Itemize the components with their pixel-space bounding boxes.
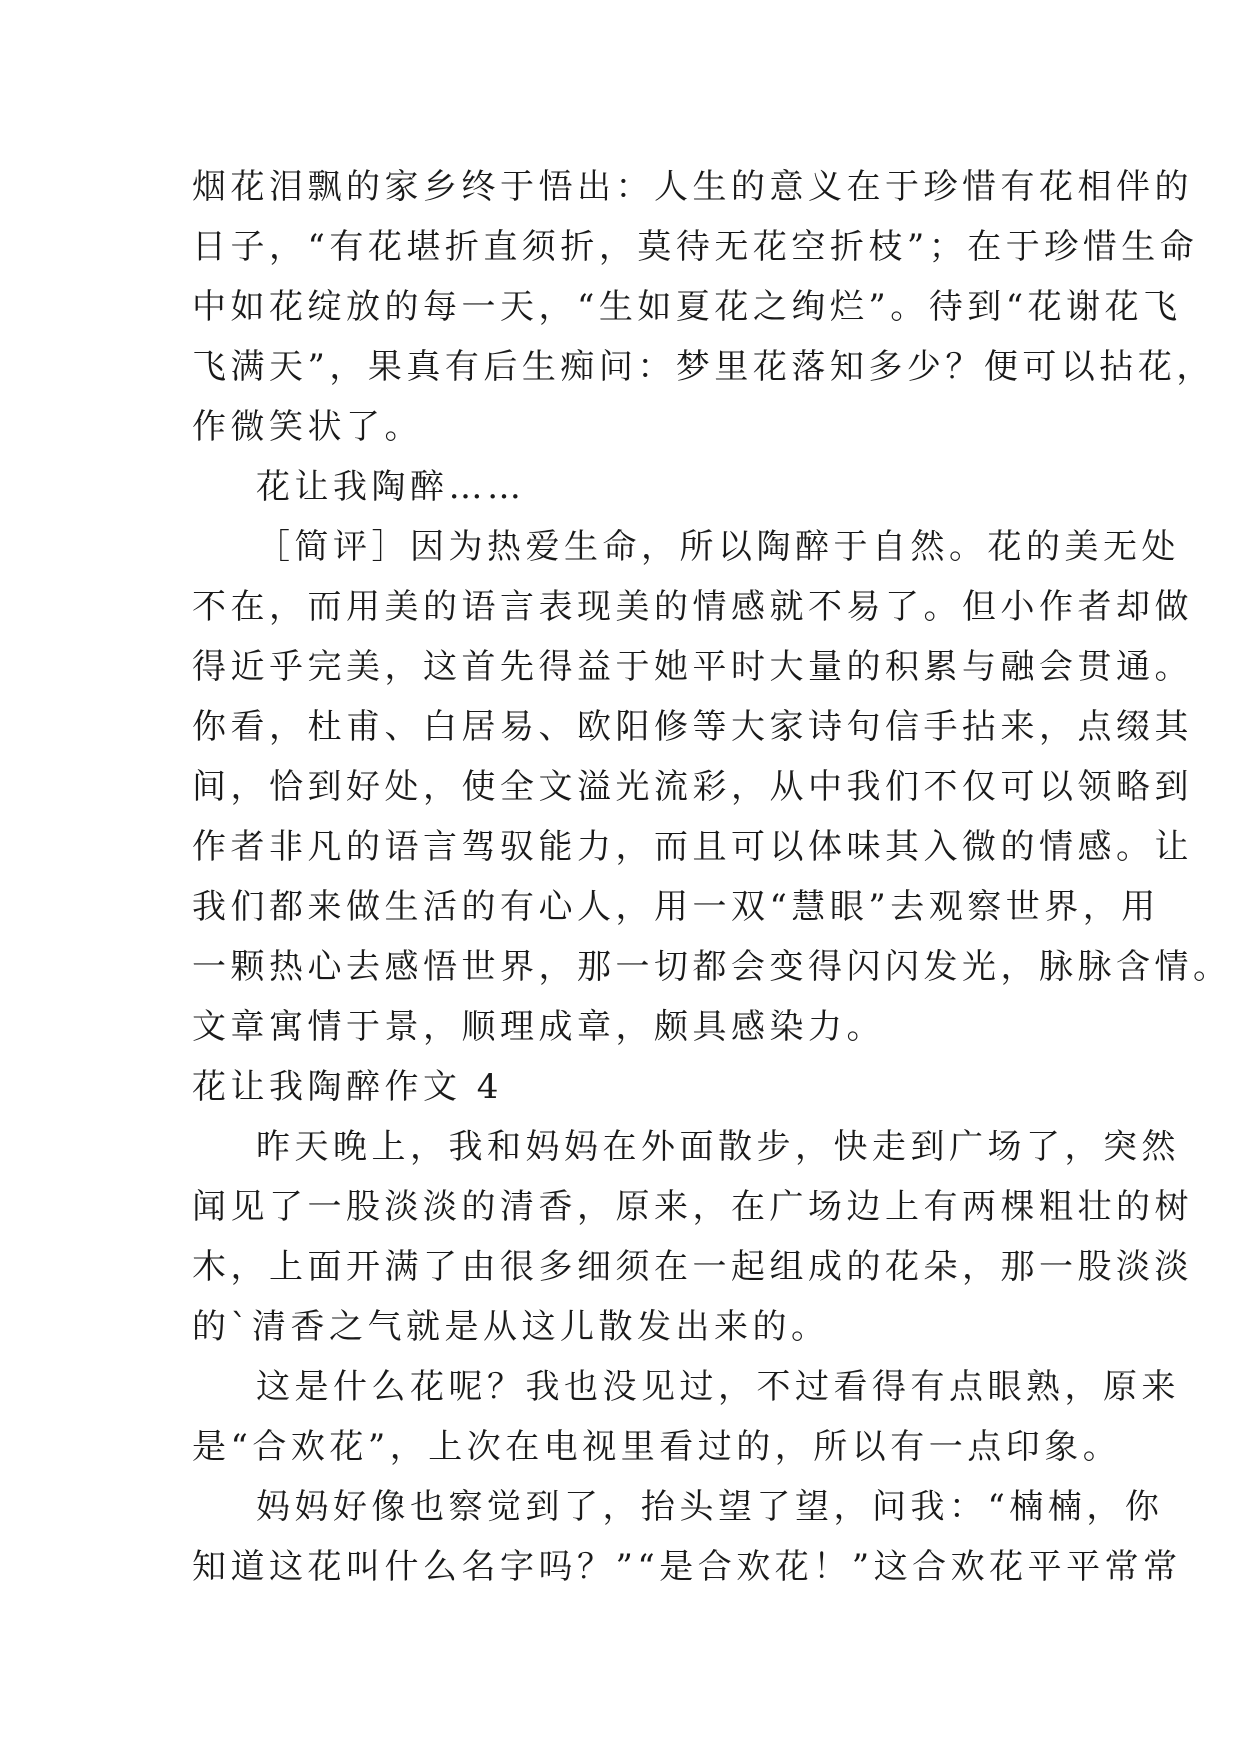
essay-line-1: 昨天晚上，我和妈妈在外面散步，快走到广场了，突然 — [256, 1127, 1180, 1167]
essay-line-3: 木，上面开满了由很多细须在一起组成的花朵，那一股淡淡 — [192, 1247, 1193, 1287]
essay-line-4: 的`清香之气就是从这儿散发出来的。 — [192, 1307, 830, 1347]
paragraph-line-2: 日子，“有花堪折直须折，莫待无花空折枝”；在于珍惜生命 — [192, 227, 1199, 267]
essay-line-2: 闻见了一股淡淡的清香，原来，在广场边上有两棵粗壮的树 — [192, 1187, 1193, 1227]
essay-line-8: 知道这花叫什么名字吗？”“是合欢花！”这合欢花平平常常 — [192, 1547, 1182, 1587]
review-line-9: 文章寓情于景，顺理成章，颇具感染力。 — [192, 1007, 885, 1047]
essay-line-6: 是“合欢花”，上次在电视里看过的，所以有一点印象。 — [192, 1427, 1122, 1467]
review-line-4: 你看，杜甫、白居易、欧阳修等大家诗句信手拈来，点缀其 — [192, 707, 1193, 747]
review-line-7: 我们都来做生活的有心人，用一双“慧眼”去观察世界，用 — [192, 887, 1160, 927]
paragraph-line-3: 中如花绽放的每一天，“生如夏花之绚烂”。待到“花谢花飞 — [192, 287, 1182, 327]
paragraph-line-6: 花让我陶醉…… — [256, 467, 526, 507]
review-line-8: 一颗热心去感悟世界，那一切都会变得闪闪发光，脉脉含情。 — [192, 947, 1232, 987]
paragraph-line-1: 烟花泪飘的家乡终于悟出：人生的意义在于珍惜有花相伴的 — [192, 167, 1193, 207]
paragraph-line-5: 作微笑状了。 — [192, 407, 423, 447]
section-title: 花让我陶醉作文 4 — [192, 1067, 503, 1107]
essay-line-7: 妈妈好像也察觉到了，抬头望了望，问我：“楠楠，你 — [256, 1487, 1164, 1527]
paragraph-line-4: 飞满天”，果真有后生痴问：梦里花落知多少？便可以拈花， — [192, 347, 1215, 387]
review-line-5: 间，恰到好处，使全文溢光流彩，从中我们不仅可以领略到 — [192, 767, 1193, 807]
review-line-6: 作者非凡的语言驾驭能力，而且可以体味其入微的情感。让 — [192, 827, 1193, 867]
review-line-2: 不在，而用美的语言表现美的情感就不易了。但小作者却做 — [192, 587, 1193, 627]
review-line-3: 得近乎完美，这首先得益于她平时大量的积累与融会贯通。 — [192, 647, 1193, 687]
review-line-1: ［简评］因为热爱生命，所以陶醉于自然。花的美无处 — [256, 527, 1180, 567]
essay-line-5: 这是什么花呢？我也没见过，不过看得有点眼熟，原来 — [256, 1367, 1180, 1407]
